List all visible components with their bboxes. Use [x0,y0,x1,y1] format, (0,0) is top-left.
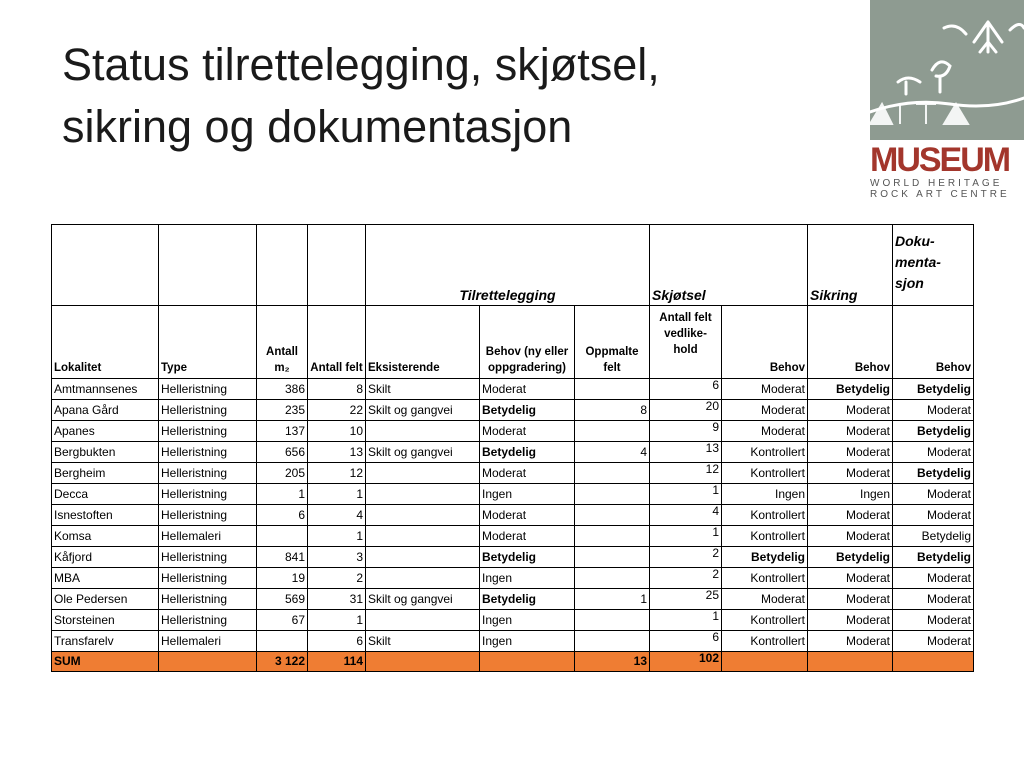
cell-lokalitet: Komsa [52,526,159,547]
cell-behov-dokumentasjon: Moderat [893,631,974,652]
cell-behov-skjotsel: Moderat [722,379,808,400]
cell-oppmalte [575,463,650,484]
header-antall-m2: Antall m₂ [257,306,308,379]
cell-behov-tilrettelegging: Betydelig [480,589,575,610]
cell-eksisterende: Skilt og gangvei [366,400,480,421]
cell-behov-sikring: Moderat [808,442,893,463]
cell-behov-tilrettelegging: Ingen [480,631,575,652]
cell-behov-dokumentasjon: Betydelig [893,526,974,547]
cell-behov-skjotsel: Moderat [722,421,808,442]
cell-antall-m2: 656 [257,442,308,463]
header-lokalitet: Lokalitet [52,306,159,379]
header-eksisterende: Eksisterende [366,306,480,379]
cell-oppmalte [575,526,650,547]
cell-lokalitet: Ole Pedersen [52,589,159,610]
cell-behov-sikring: Moderat [808,400,893,421]
cell-behov-sikring: Moderat [808,421,893,442]
table-row [52,547,974,568]
cell-antall-m2 [257,526,308,547]
cell-antall-felt: 6 [308,631,366,652]
cell-behov-tilrettelegging: Ingen [480,484,575,505]
sum-row [52,652,974,672]
cell-antall-felt: 10 [308,421,366,442]
cell-antall-m2: 1 [257,484,308,505]
cell-antall-felt: 4 [308,505,366,526]
cell-behov-dokumentasjon: Betydelig [893,421,974,442]
cell-antall-m2: 235 [257,400,308,421]
cell-behov-sikring: Ingen [808,484,893,505]
cell-type: Helleristning [159,463,257,484]
cell-eksisterende [366,610,480,631]
cell-behov-tilrettelegging: Ingen [480,610,575,631]
cell-antall-felt: 1 [308,484,366,505]
cell-eksisterende [366,463,480,484]
cell-antall-m2: 6 [257,505,308,526]
cell-type: Hellemaleri [159,631,257,652]
cell-lokalitet: Decca [52,484,159,505]
cell-antall-felt: 31 [308,589,366,610]
cell-lokalitet: Kåfjord [52,547,159,568]
cell-antall-felt: 8 [308,379,366,400]
cell-type: Helleristning [159,484,257,505]
cell-eksisterende [366,484,480,505]
cell-eksisterende: Skilt og gangvei [366,442,480,463]
sum-oppmalte: 13 [575,652,650,672]
cell-lokalitet: Amtmannsenes [52,379,159,400]
cell-behov-dokumentasjon: Moderat [893,568,974,589]
sum-behov [480,652,575,672]
cell-oppmalte: 1 [575,589,650,610]
cell-antall-felt: 1 [308,610,366,631]
cell-behov-tilrettelegging: Betydelig [480,442,575,463]
header-behov-ny: Behov (ny eller oppgradering) [480,306,575,379]
cell-behov-skjotsel: Ingen [722,484,808,505]
cell-behov-tilrettelegging: Betydelig [480,547,575,568]
cell-behov-tilrettelegging: Betydelig [480,400,575,421]
group-sikring: Sikring [808,225,893,306]
table-row [52,526,974,547]
cell-behov-tilrettelegging: Moderat [480,421,575,442]
cell-antall-vedlikehold: 1 [650,526,722,547]
cell-behov-skjotsel: Kontrollert [722,610,808,631]
cell-eksisterende: Skilt [366,631,480,652]
table-row [52,589,974,610]
cell-antall-vedlikehold: 1 [650,610,722,631]
logo-subtitle-1: WORLD HERITAGE [870,178,1003,189]
cell-antall-vedlikehold: 12 [650,463,722,484]
cell-oppmalte [575,547,650,568]
cell-antall-felt: 13 [308,442,366,463]
cell-behov-skjotsel: Kontrollert [722,505,808,526]
header-antall-vedlikehold: Antall felt vedlike- hold [650,306,722,379]
cell-oppmalte [575,379,650,400]
cell-lokalitet: Bergbukten [52,442,159,463]
header-behov-skjotsel: Behov [722,306,808,379]
cell-antall-vedlikehold: 25 [650,589,722,610]
cell-behov-skjotsel: Kontrollert [722,526,808,547]
cell-antall-m2: 205 [257,463,308,484]
cell-oppmalte [575,421,650,442]
cell-antall-felt: 22 [308,400,366,421]
cell-behov-dokumentasjon: Betydelig [893,547,974,568]
cell-behov-tilrettelegging: Moderat [480,379,575,400]
sum-dokumentasjon [893,652,974,672]
sum-eksisterende [366,652,480,672]
cell-antall-felt: 12 [308,463,366,484]
cell-antall-vedlikehold: 20 [650,400,722,421]
sum-antall-felt: 114 [308,652,366,672]
header-antall-felt: Antall felt [308,306,366,379]
cell-behov-skjotsel: Kontrollert [722,442,808,463]
cell-eksisterende [366,526,480,547]
cell-oppmalte: 8 [575,400,650,421]
cell-behov-tilrettelegging: Moderat [480,526,575,547]
header-oppmalte: Oppmalte felt [575,306,650,379]
table-row [52,442,974,463]
title-line-1: Status tilrettelegging, skjøtsel, [62,39,660,90]
cell-behov-dokumentasjon: Moderat [893,505,974,526]
cell-behov-sikring: Moderat [808,631,893,652]
sum-skjotsel [722,652,808,672]
cell-behov-sikring: Betydelig [808,379,893,400]
sum-sikring [808,652,893,672]
cell-antall-vedlikehold: 2 [650,568,722,589]
table-row [52,421,974,442]
cell-eksisterende [366,505,480,526]
cell-behov-dokumentasjon: Moderat [893,484,974,505]
cell-oppmalte [575,568,650,589]
cell-behov-sikring: Moderat [808,568,893,589]
cell-lokalitet: Apana Gård [52,400,159,421]
cell-lokalitet: Transfarelv [52,631,159,652]
cell-eksisterende [366,547,480,568]
cell-behov-sikring: Moderat [808,463,893,484]
rock-art-figures-icon [870,0,1024,140]
cell-behov-sikring: Moderat [808,526,893,547]
cell-oppmalte [575,631,650,652]
alta-museum-logo [870,0,1024,200]
cell-behov-skjotsel: Moderat [722,589,808,610]
cell-antall-vedlikehold: 2 [650,547,722,568]
cell-behov-dokumentasjon: Moderat [893,442,974,463]
group-header-row [52,225,974,306]
cell-lokalitet: MBA [52,568,159,589]
cell-antall-m2 [257,631,308,652]
cell-oppmalte [575,610,650,631]
cell-behov-dokumentasjon: Moderat [893,589,974,610]
table-row [52,463,974,484]
cell-behov-tilrettelegging: Moderat [480,463,575,484]
table-row [52,610,974,631]
cell-type: Helleristning [159,568,257,589]
cell-type: Helleristning [159,589,257,610]
cell-type: Helleristning [159,442,257,463]
cell-antall-m2: 386 [257,379,308,400]
cell-antall-m2: 67 [257,610,308,631]
cell-antall-vedlikehold: 1 [650,484,722,505]
cell-eksisterende [366,568,480,589]
cell-type: Helleristning [159,379,257,400]
cell-antall-vedlikehold: 9 [650,421,722,442]
cell-behov-sikring: Moderat [808,610,893,631]
table-row [52,400,974,421]
table-row [52,505,974,526]
sum-vedlikehold: 102 [650,652,722,672]
cell-behov-sikring: Moderat [808,505,893,526]
cell-type: Helleristning [159,400,257,421]
cell-oppmalte [575,484,650,505]
cell-behov-skjotsel: Kontrollert [722,568,808,589]
cell-lokalitet: Isnestoften [52,505,159,526]
cell-antall-m2: 137 [257,421,308,442]
cell-eksisterende: Skilt og gangvei [366,589,480,610]
cell-behov-skjotsel: Moderat [722,400,808,421]
cell-type: Hellemaleri [159,526,257,547]
sum-antall-m2: 3 122 [257,652,308,672]
header-behov-dokumentasjon: Behov [893,306,974,379]
cell-behov-dokumentasjon: Betydelig [893,379,974,400]
cell-antall-m2: 841 [257,547,308,568]
cell-behov-sikring: Betydelig [808,547,893,568]
cell-behov-skjotsel: Betydelig [722,547,808,568]
cell-antall-m2: 19 [257,568,308,589]
cell-behov-skjotsel: Kontrollert [722,463,808,484]
status-table [51,224,974,672]
cell-behov-skjotsel: Kontrollert [722,631,808,652]
cell-eksisterende: Skilt [366,379,480,400]
cell-antall-vedlikehold: 13 [650,442,722,463]
column-header-row [52,306,974,379]
cell-antall-felt: 3 [308,547,366,568]
cell-antall-felt: 1 [308,526,366,547]
cell-antall-vedlikehold: 6 [650,379,722,400]
table-row [52,568,974,589]
logo-wordmark: MUSEUM [870,142,1010,178]
cell-behov-tilrettelegging: Ingen [480,568,575,589]
cell-behov-dokumentasjon: Moderat [893,400,974,421]
cell-behov-sikring: Moderat [808,589,893,610]
cell-lokalitet: Bergheim [52,463,159,484]
cell-eksisterende [366,421,480,442]
title-line-2: sikring og dokumentasjon [62,101,573,152]
table-row [52,379,974,400]
group-skjotsel: Skjøtsel [650,225,808,306]
cell-antall-felt: 2 [308,568,366,589]
cell-type: Helleristning [159,421,257,442]
cell-antall-m2: 569 [257,589,308,610]
group-dokumentasjon: Doku- menta- sjon [893,225,974,306]
header-type: Type [159,306,257,379]
page-title [62,34,842,158]
cell-oppmalte [575,505,650,526]
group-tilrettelegging: Tilrettelegging [366,225,650,306]
cell-type: Helleristning [159,610,257,631]
table-row [52,631,974,652]
cell-type: Helleristning [159,505,257,526]
cell-antall-vedlikehold: 4 [650,505,722,526]
cell-behov-dokumentasjon: Betydelig [893,463,974,484]
cell-lokalitet: Apanes [52,421,159,442]
cell-lokalitet: Storsteinen [52,610,159,631]
table-row [52,484,974,505]
logo-panel [870,0,1024,140]
sum-type [159,652,257,672]
cell-antall-vedlikehold: 6 [650,631,722,652]
sum-label: SUM [52,652,159,672]
cell-type: Helleristning [159,547,257,568]
cell-oppmalte: 4 [575,442,650,463]
cell-behov-tilrettelegging: Moderat [480,505,575,526]
cell-behov-dokumentasjon: Moderat [893,610,974,631]
header-behov-sikring: Behov [808,306,893,379]
logo-subtitle-2: ROCK ART CENTRE [870,189,1010,200]
